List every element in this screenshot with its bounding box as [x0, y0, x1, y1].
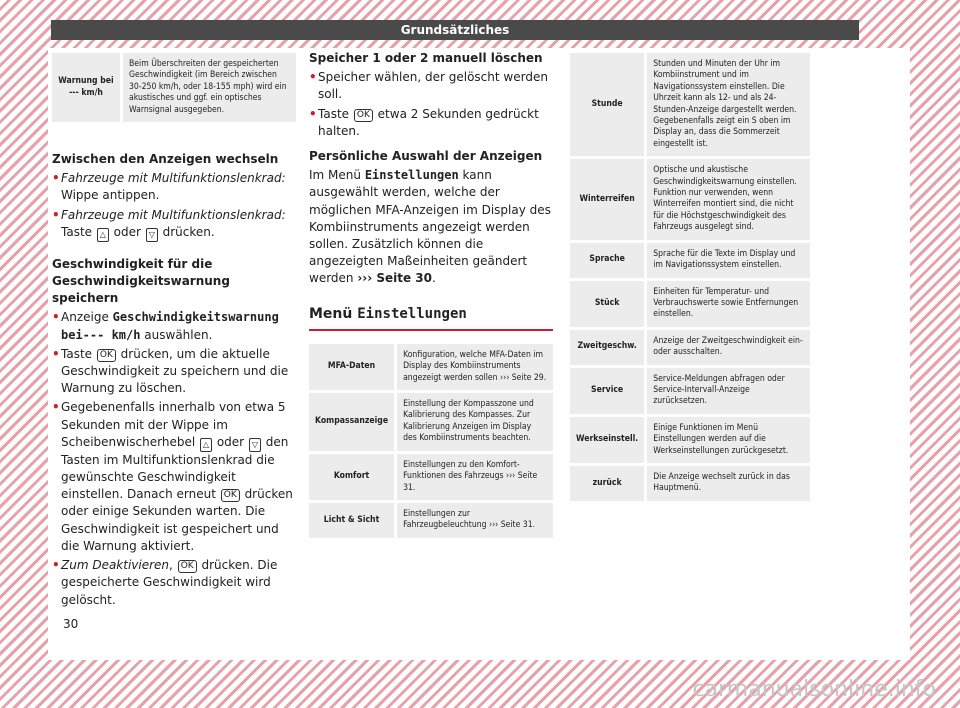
list-item: • Fahrzeuge mit Multifunktionslenkrad: Wippe antippen. — [52, 171, 286, 203]
page-header: Grundsätzliches — [51, 20, 859, 40]
table-key: MFA-Daten — [309, 344, 397, 390]
table-value: Optische und akustische Geschwindigkeitswarnung einstellen. Funktion nur verwenden, wenn Winterreifen montiert sind, die nicht für die Höchstgeschwindigkeit des Fahrzeugs ausgelegt sind. — [647, 159, 810, 239]
ok-key-icon: OK — [221, 489, 240, 502]
table-row — [570, 281, 810, 327]
table-row — [309, 454, 553, 500]
table-key: Service — [570, 368, 647, 414]
table-row — [309, 344, 553, 390]
column-3 — [570, 50, 810, 504]
table-key: Winterreifen — [570, 159, 647, 239]
settings-table — [309, 341, 553, 541]
down-key-icon: ▽ — [146, 228, 158, 242]
bullet-icon: • — [52, 346, 60, 361]
bullet-icon: • — [52, 400, 60, 415]
bullet-icon: • — [52, 171, 60, 186]
table-key: Werkseinstell. — [570, 417, 647, 463]
table-value: Sprache für die Texte im Display und im Navigationssystem einstellen. — [647, 243, 810, 278]
bullet-icon: • — [52, 558, 60, 573]
heading-personal-selection: Persönliche Auswahl der Anzeigen — [309, 149, 543, 164]
table-row — [570, 330, 810, 365]
table-key: zurück — [570, 466, 647, 501]
table-row — [570, 243, 810, 278]
warning-table — [52, 50, 296, 125]
bullet-icon: • — [52, 207, 60, 222]
table-key: Sprache — [570, 243, 647, 278]
ok-key-icon: OK — [354, 109, 373, 122]
table-value: Die Anzeige wechselt zurück in das Hauptmenü. — [647, 466, 810, 501]
column-2 — [309, 50, 553, 541]
ok-key-icon: OK — [178, 560, 197, 573]
table-row — [570, 53, 810, 156]
table-value: Einheiten für Temperatur- und Verbrauchswerte sowie Entfernungen einstellen. — [647, 281, 810, 327]
table-row — [570, 466, 810, 501]
table-value: Anzeige der Zweitgeschwindigkeit ein- oder ausschalten. — [647, 330, 810, 365]
heading-switch-displays: Zwischen den Anzeigen wechseln — [52, 152, 279, 167]
heading-save-speed: Geschwindigkeit für die Geschwindigkeitswarnung speichern — [52, 256, 230, 306]
table-value: Einstellung der Kompasszone und Kalibrierung des Kompasses. Zur Kalibrierung Anzeigen im Display des Kombiinstruments beachten. — [397, 393, 553, 451]
table-value: Service-Meldungen abfragen oder Service-Intervall-Anzeige zurücksetzen. — [647, 368, 810, 414]
heading-clear-memory: Speicher 1 oder 2 manuell löschen — [309, 51, 543, 65]
list-item: • Taste OK etwa 2 Sekunden gedrückt halten. — [309, 106, 539, 138]
table-value: Beim Überschreiten der gespeicherten Geschwindigkeit (im Bereich zwischen 30-250 km/h, oder 18-155 mph) wird ein akustisches und ggf. ein optisches Warnsignal ausgegeben. — [123, 53, 296, 122]
bullet-icon: • — [309, 70, 317, 85]
table-key: Warnung bei --- km/h — [52, 53, 123, 122]
page-number: 30 — [63, 617, 79, 631]
table-key: Komfort — [309, 454, 397, 500]
table-value: Einstellungen zur Fahrzeugbeleuchtung ››› Seite 31. — [397, 503, 553, 538]
down-key-icon: ▽ — [249, 438, 261, 452]
table-row — [309, 503, 553, 538]
table-key: Zweitgeschw. — [570, 330, 647, 365]
list-item: • Taste OK drücken, um die aktuelle Geschwindigkeit zu speichern und die Warnung zu löschen. — [52, 346, 289, 396]
list-item: • Zum Deaktivieren, OK drücken. Die gespeicherte Geschwindigkeit wird gelöscht. — [52, 558, 278, 607]
table-row — [309, 393, 553, 451]
section-title: Menü Einstellungen — [309, 306, 553, 331]
table-key: Licht & Sicht — [309, 503, 397, 538]
ok-key-icon: OK — [97, 349, 116, 362]
bullet-icon: • — [309, 106, 317, 121]
table-row — [570, 417, 810, 463]
table-value: Einige Funktionen im Menü Einstellungen werden auf die Werkseinstellungen zurückgesetzt. — [647, 417, 810, 463]
settings-table-continued — [570, 50, 810, 504]
table-value: Konfiguration, welche MFA-Daten im Display des Kombiinstruments angezeigt werden sollen ››› Seite 29. — [397, 344, 553, 390]
list-item: • Anzeige Geschwindigkeitswarnung bei--- km/h auswählen. — [52, 310, 279, 342]
table-row — [52, 53, 296, 122]
table-key: Stück — [570, 281, 647, 327]
list-item: • Gegebenenfalls innerhalb von etwa 5 Sekunden mit der Wippe im Scheibenwischerhebel △ oder ▽ den Tasten im Multifunktionslenkrad die gewünschte Geschwindigkeit einstellen. Danach erneut OK drücken oder einige Sekunden warten. Die Geschwindigkeit ist gespeichert und die Warnung aktiviert. — [52, 400, 293, 553]
list-item: • Fahrzeuge mit Multifunktionslenkrad: Taste △ oder ▽ drücken. — [52, 207, 296, 242]
table-key: Stunde — [570, 53, 647, 156]
up-key-icon: △ — [200, 438, 212, 452]
watermark: carmanualsonline.info — [692, 677, 936, 702]
list-item: • Speicher wählen, der gelöscht werden soll. — [309, 70, 548, 102]
table-row — [570, 159, 810, 239]
table-key: Kompassanzeige — [309, 393, 397, 451]
paragraph: Im Menü Einstellungen kann ausgewählt werden, welche der möglichen MFA-Anzeigen im Display des Kombiinstruments angezeigt werden sollen. Zusätzlich können die angezeigten Maßeinheiten geändert werden ››› Seite 30. — [309, 168, 551, 286]
up-key-icon: △ — [97, 228, 109, 242]
column-1 — [52, 50, 296, 609]
bullet-icon: • — [52, 310, 60, 325]
page-reference-link[interactable]: ››› Seite 30 — [357, 271, 433, 286]
table-row — [570, 368, 810, 414]
table-value: Einstellungen zu den Komfort-Funktionen des Fahrzeugs ››› Seite 31. — [397, 454, 553, 500]
table-value: Stunden und Minuten der Uhr im Kombiinstrument und im Navigationssystem einstellen. Die Uhrzeit kann als 12- und als 24-Stunden-Anzeige dargestellt werden. Gegebenenfalls zeigt ein S oben im Display an, dass die Sommerzeit eingestellt ist. — [647, 53, 810, 156]
